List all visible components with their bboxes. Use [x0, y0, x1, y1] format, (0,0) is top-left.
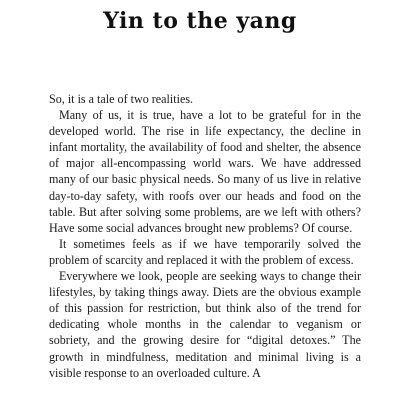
paragraph-4: Everywhere we look, people are seeking ways to change their lifestyles, by taking things away. Diets are the obvious example of this passion for restriction, but think also of the trend for dedicating whole months in the calendar to veganism or sobriety, and the growing desire for “digital detoxes.” The growth in mindfulness, meditation and minimal living is a visible response to an overloaded culture. A	[49, 269, 361, 380]
paragraph-1: So, it is a tale of two realities.	[49, 92, 194, 106]
paragraph-3: It sometimes feels as if we have temporarily solved the problem of scarcity and replaced it with the problem of excess.	[49, 236, 361, 267]
body-text	[49, 91, 361, 381]
chapter-title: Yin to the yang	[103, 8, 297, 34]
paragraph-2: Many of us, it is true, have a lot to be grateful for in the developed world. The rise in life expectancy, the decline in infant mortality, the availability of food and shelter, the absence of major all-encompassing world wars. We have addressed many of our basic physical needs. So many of us live in relative day-to-day safety, with roofs over our heads and food on the table. But after solving some problems, are we left with others? Have some social advances brought new problems? Of course.	[49, 108, 361, 235]
